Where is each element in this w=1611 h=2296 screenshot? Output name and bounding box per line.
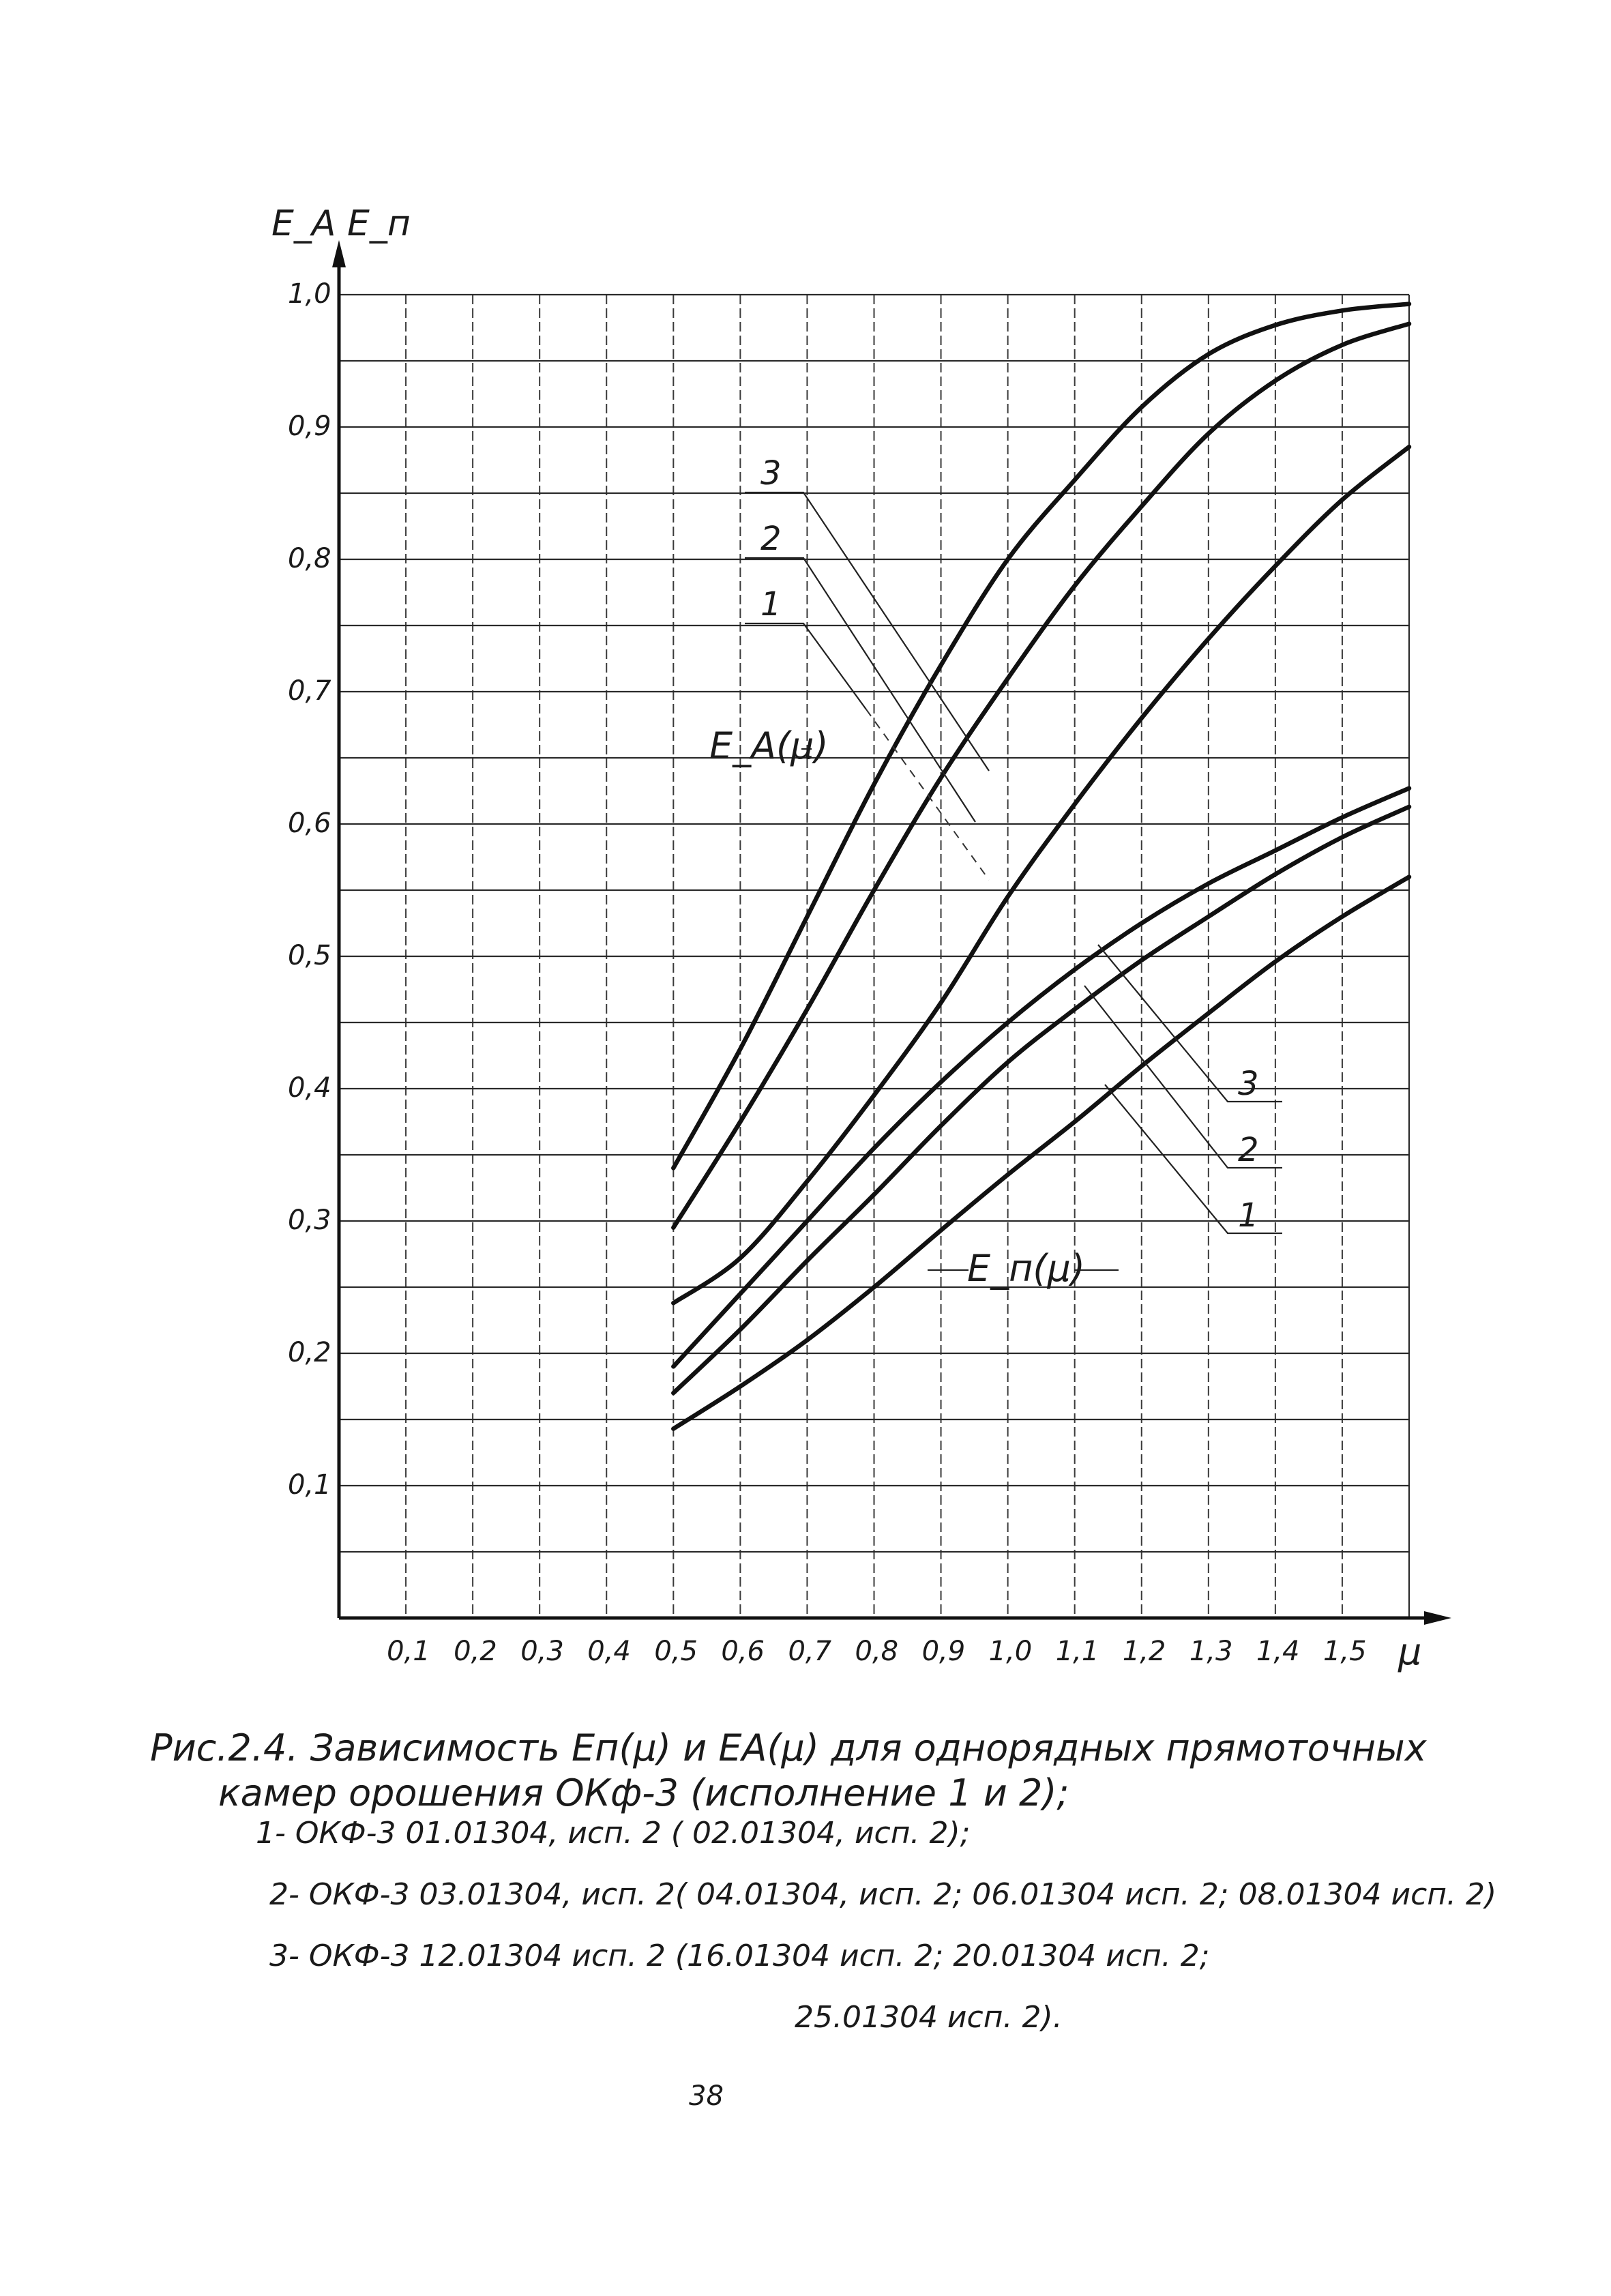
series-label-en-2: 2: [1238, 1131, 1259, 1169]
group-label-en: E_п(μ): [967, 1247, 1085, 1290]
series-label-en-1: 1: [1238, 1196, 1259, 1235]
x-tick-label: 1,1: [1055, 1636, 1099, 1667]
y-axis-arrow: [332, 240, 346, 267]
y-tick-label: 0,3: [288, 1205, 331, 1236]
x-tick-label: 0,1: [387, 1636, 430, 1667]
caption-item-2: 2- ОКФ-3 03.01304, исп. 2( 04.01304, исп. 2; 06.01304 исп. 2; 08.01304 исп. 2): [269, 1877, 1497, 1912]
x-tick-labels: [387, 1636, 1367, 1667]
x-tick-label: 0,2: [454, 1636, 497, 1667]
x-tick-label: 1,2: [1122, 1636, 1166, 1667]
y-tick-label: 0,7: [288, 675, 331, 707]
x-tick-label: 0,7: [788, 1636, 832, 1667]
x-tick-label: 0,3: [520, 1636, 564, 1667]
x-tick-label: 0,8: [855, 1636, 899, 1667]
series-label-en-3: 3: [1238, 1065, 1259, 1103]
axes: [271, 203, 1451, 1673]
series-label-ea-3: 3: [760, 454, 782, 492]
page-number: 38: [689, 2080, 724, 2112]
x-tick-label: 0,4: [587, 1636, 631, 1667]
x-tick-label: 1,0: [988, 1636, 1033, 1667]
x-tick-label: 0,9: [921, 1636, 966, 1667]
caption-title: Рис.2.4. Зависимость Eп(μ) и EA(μ) для однорядных прямоточных: [150, 1726, 1427, 1769]
y-tick-label: 1,0: [288, 278, 331, 310]
series-line-en-2: [673, 807, 1409, 1393]
x-tick-label: 0,6: [721, 1636, 765, 1667]
grid: [339, 295, 1409, 1618]
x-axis-arrow: [1424, 1611, 1451, 1625]
y-tick-label: 0,4: [288, 1072, 331, 1104]
y-tick-label: 0,2: [288, 1337, 331, 1368]
series-line-ea-1: [673, 447, 1409, 1303]
y-axis-label: E_A E_п: [271, 203, 411, 244]
x-axis-label: μ: [1398, 1630, 1422, 1673]
y-tick-label: 0,1: [288, 1469, 331, 1501]
series-label-ea-2: 2: [760, 520, 782, 558]
y-tick-label: 0,6: [288, 808, 331, 839]
series-label-ea-1: 1: [760, 585, 782, 623]
caption-item-1: 1- ОКФ-3 01.01304, исп. 2 ( 02.01304, исп. 2);: [256, 1816, 971, 1851]
leader-ea-1: [745, 623, 866, 709]
x-tick-label: 1,4: [1256, 1636, 1300, 1667]
group-label-ea: E_A(μ): [709, 724, 829, 767]
x-tick-label: 0,5: [654, 1636, 698, 1667]
caption-item-3: 3- ОКФ-3 12.01304 исп. 2 (16.01304 исп. 2; 20.01304 исп. 2;: [269, 1939, 1210, 1973]
y-tick-label: 0,9: [288, 411, 331, 442]
x-tick-label: 1,3: [1189, 1636, 1233, 1667]
series-line-ea-2: [673, 324, 1409, 1228]
y-tick-label: 0,5: [288, 940, 331, 971]
y-tick-label: 0,8: [288, 543, 331, 574]
x-tick-label: 1,5: [1322, 1636, 1367, 1667]
caption-title-line2: камер орошения ОКф-3 (исполнение 1 и 2);: [218, 1771, 1069, 1814]
y-tick-labels: [288, 278, 331, 1501]
caption-item-3-cont: 25.01304 исп. 2).: [795, 2000, 1063, 2035]
